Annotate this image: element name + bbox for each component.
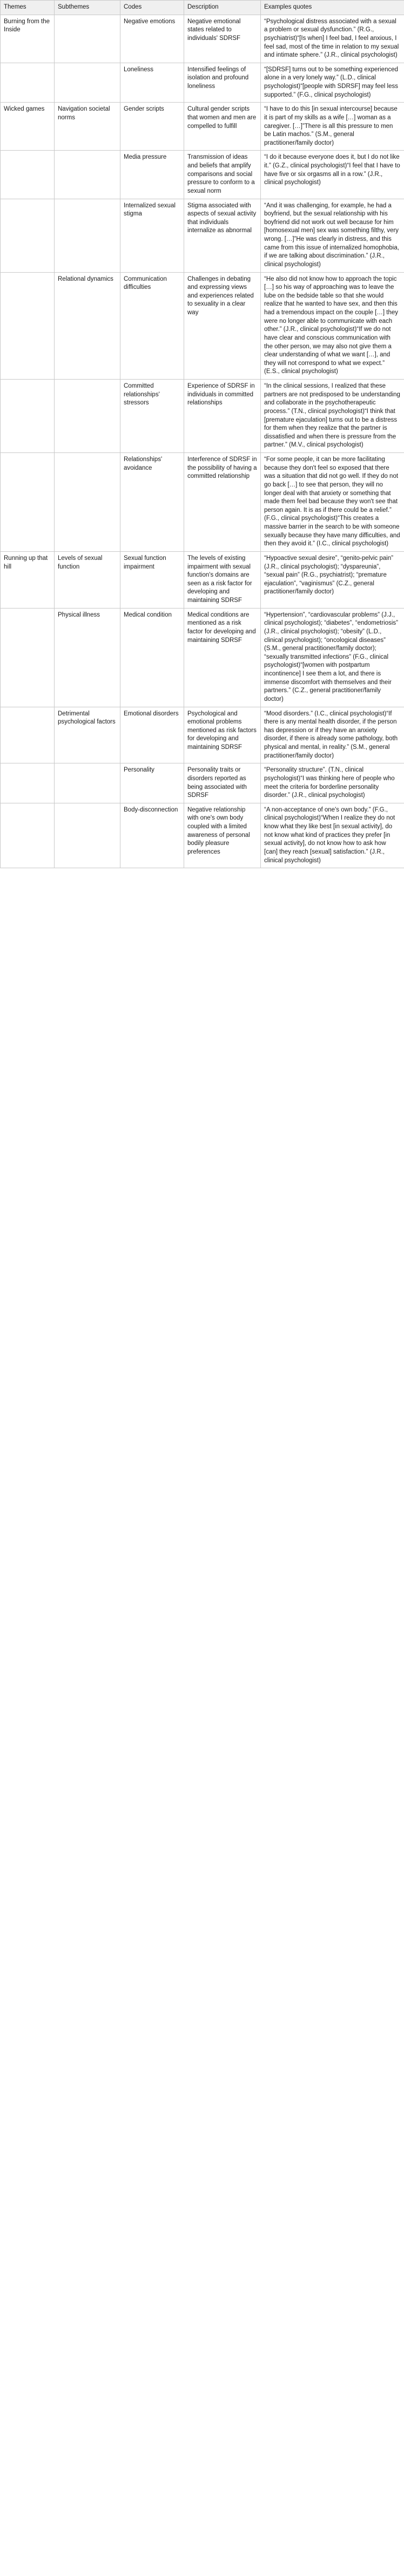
description-cell: Challenges in debating and expressing views and experiences related to sexuality in a clear way: [184, 272, 261, 380]
theme-cell: [1, 63, 55, 103]
description-cell: Intensified feelings of isolation and profound loneliness: [184, 63, 261, 103]
quote-cell: “A non-acceptance of one's own body.” (F.G., clinical psychologist)“When I realize they do not know what they like best [in sexual activity], do not know what kind of practices they prefer [in sexual activity], do not know how to ask how [can] they reach [sexual] satisfaction.” (J.R., clinical psychologist): [261, 803, 404, 868]
description-cell: Medical conditions are mentioned as a risk factor for developing and maintaining SDRSF: [184, 608, 261, 707]
quote-cell: “Hypoactive sexual desire”, “genito-pelvic pain” (J.R., clinical psychologist); “dyspareunia”, “sexual pain” (R.G., psychiatrist); “premature ejaculation”, “vaginismus” (C.Z., general practitioner/family doctor): [261, 551, 404, 608]
header-themes: Themes: [1, 1, 55, 15]
code-cell: Relationships' avoidance: [120, 453, 184, 552]
quote-cell: “In the clinical sessions, I realized that these partners are not predisposed to be understanding and collaborate in the psychotherapeutic process.” (T.N., clinical psychologist)“I think that [premature ejaculation] turns out to be a distress for them when they realize that the partner is dissatisfied and when there is pressure from the partner.” (M.V., clinical psychologist): [261, 380, 404, 453]
code-cell: Body-disconnection: [120, 803, 184, 868]
quote-cell: “Psychological distress associated with a sexual a problem or sexual dysfunction.” (R.G., psychiatrist)“[Is when] I feel bad, I feel anxious, I feel sad, most of the time in relation to my sexual and intimate sphere.” (J.R., clinical psychologist): [261, 15, 404, 63]
subtheme-cell: Navigation societal norms: [55, 103, 120, 151]
theme-cell: [1, 707, 55, 763]
subtheme-cell: [55, 380, 120, 453]
table-row: [1, 15, 404, 63]
quote-cell: “And it was challenging, for example, he had a boyfriend, but the sexual relationship with his boyfriend did not work out well because for him [homosexual men] sex was something filthy, very wrong. […]”He was clearly in distress, and this came from this issue of internalized homophobia, if we are talking about discrimination.” (J.R., clinical psychologist): [261, 199, 404, 272]
description-cell: Personality traits or disorders reported as being associated with SDRSF: [184, 763, 261, 803]
code-cell: Gender scripts: [120, 103, 184, 151]
table-row: [1, 551, 404, 608]
subtheme-cell: Detrimental psychological factors: [55, 707, 120, 763]
theme-cell: [1, 272, 55, 380]
description-cell: Interference of SDRSF in the possibility of having a committed relationship: [184, 453, 261, 552]
code-cell: Communication difficulties: [120, 272, 184, 380]
table-body: [1, 15, 404, 868]
theme-cell: [1, 453, 55, 552]
code-cell: Medical condition: [120, 608, 184, 707]
theme-cell: [1, 380, 55, 453]
header-examples-quotes: Examples quotes: [261, 1, 404, 15]
quote-cell: “Personality structure”. (T.N., clinical psychologist)“I was thinking here of people who meet the criteria for borderline personality disorder.” (J.R., clinical psychologist): [261, 763, 404, 803]
code-cell: Loneliness: [120, 63, 184, 103]
theme-cell: [1, 763, 55, 803]
description-cell: Negative emotional states related to individuals' SDRSF: [184, 15, 261, 63]
quote-cell: “I do it because everyone does it, but I do not like it.” (G.Z., clinical psychologist)“I feel that I have to have five or six orgasms all in a row.” (J.R., clinical psychologist): [261, 151, 404, 199]
description-cell: Experience of SDRSF in individuals in committed relationships: [184, 380, 261, 453]
code-cell: Internalized sexual stigma: [120, 199, 184, 272]
table-row: [1, 380, 404, 453]
code-cell: Negative emotions: [120, 15, 184, 63]
code-cell: Media pressure: [120, 151, 184, 199]
table-row: [1, 453, 404, 552]
description-cell: Psychological and emotional problems mentioned as risk factors for developing and maintaining SDRSF: [184, 707, 261, 763]
subtheme-cell: Relational dynamics: [55, 272, 120, 380]
quote-cell: “He also did not know how to approach the topic […] so his way of approaching was to leave the lube on the bedside table so that she would realize that he wanted to have sex, and then this had a tremendous impact on the couple […] they were no longer able to communicate with each other.” (J.R., clinical psychologist)“If we do not have clear and conscious communication with the other person, we may also not give them a clear understanding of what we want […], and they will not correspond to what we expect.” (E.S., clinical psychologist): [261, 272, 404, 380]
quote-cell: “Hypertension”, “cardiovascular problems” (J.J., clinical psychologist); “diabetes”, “endometriosis” (J.R., clinical psychologist); “obesity” (L.D., clinical psychologist); “oncological diseases” (S.M., general practitioner/family doctor); “sexually transmitted infections” (F.G., clinical psychologist)“[women with postpartum incontinence] I see them a lot, and there is immense discomfort with themselves and their partners.” (C.Z., general practitioner/family doctor): [261, 608, 404, 707]
code-cell: Committed relationships' stressors: [120, 380, 184, 453]
description-cell: Transmission of ideas and beliefs that amplify comparisons and social pressure to conform to a sexual norm: [184, 151, 261, 199]
table-row: [1, 707, 404, 763]
description-cell: Stigma associated with aspects of sexual activity that individuals internalize as abnormal: [184, 199, 261, 272]
theme-cell: [1, 803, 55, 868]
subtheme-cell: [55, 63, 120, 103]
header-row: [1, 1, 404, 15]
table-row: [1, 199, 404, 272]
header-description: Description: [184, 1, 261, 15]
subtheme-cell: [55, 15, 120, 63]
table-row: [1, 803, 404, 868]
quote-cell: “[SDRSF] turns out to be something experienced alone in a very lonely way.” (L.D., clinical psychologist)“[people with SDRSF] may feel less supported.” (F.G., clinical psychologist): [261, 63, 404, 103]
table-header: [1, 1, 404, 15]
code-cell: Personality: [120, 763, 184, 803]
table-row: [1, 763, 404, 803]
code-cell: Emotional disorders: [120, 707, 184, 763]
table-row: [1, 272, 404, 380]
table-row: [1, 151, 404, 199]
subtheme-cell: [55, 151, 120, 199]
subtheme-cell: Levels of sexual function: [55, 551, 120, 608]
theme-cell: Running up that hill: [1, 551, 55, 608]
theme-cell: [1, 199, 55, 272]
code-cell: Sexual function impairment: [120, 551, 184, 608]
theme-cell: [1, 608, 55, 707]
subtheme-cell: Physical illness: [55, 608, 120, 707]
header-codes: Codes: [120, 1, 184, 15]
header-subthemes: Subthemes: [55, 1, 120, 15]
description-cell: Negative relationship with one's own body coupled with a limited awareness of personal bodily pleasure preferences: [184, 803, 261, 868]
theme-cell: Burning from the Inside: [1, 15, 55, 63]
themes-table: [0, 0, 404, 868]
subtheme-cell: [55, 803, 120, 868]
theme-cell: Wicked games: [1, 103, 55, 151]
quote-cell: “For some people, it can be more facilitating because they don't feel so exposed that there was a situation that did not go well. If they do not go back […] to see that person, they will no longer deal with that anxiety or something that made them feel bad because they won't see that person again. It is as if there could be a relief.” (F.G., clinical psychologist)“This creates a massive barrier in the search to be with someone sexually because they have many difficulties, and then they avoid it.” (I.C., clinical psychologist): [261, 453, 404, 552]
quote-cell: “Mood disorders.” (I.C., clinical psychologist)“If there is any mental health disorder, if the person has depression or if they have an anxiety disorder, if there is already some pathology, both physical and mental, in reality.” (S.M., general practitioner/family doctor): [261, 707, 404, 763]
subtheme-cell: [55, 453, 120, 552]
theme-cell: [1, 151, 55, 199]
subtheme-cell: [55, 199, 120, 272]
description-cell: The levels of existing impairment with sexual function's domains are seen as a risk factor for developing and maintaining SDRSF: [184, 551, 261, 608]
description-cell: Cultural gender scripts that women and men are compelled to fulfill: [184, 103, 261, 151]
subtheme-cell: [55, 763, 120, 803]
quote-cell: “I have to do this [in sexual intercourse] because it is part of my skills as a wife […] woman as a caregiver. […]”There is all this pressure to men be Latin machos.” (S.M., general practitioner/family doctor): [261, 103, 404, 151]
table-row: [1, 63, 404, 103]
table-row: [1, 608, 404, 707]
table-row: [1, 103, 404, 151]
